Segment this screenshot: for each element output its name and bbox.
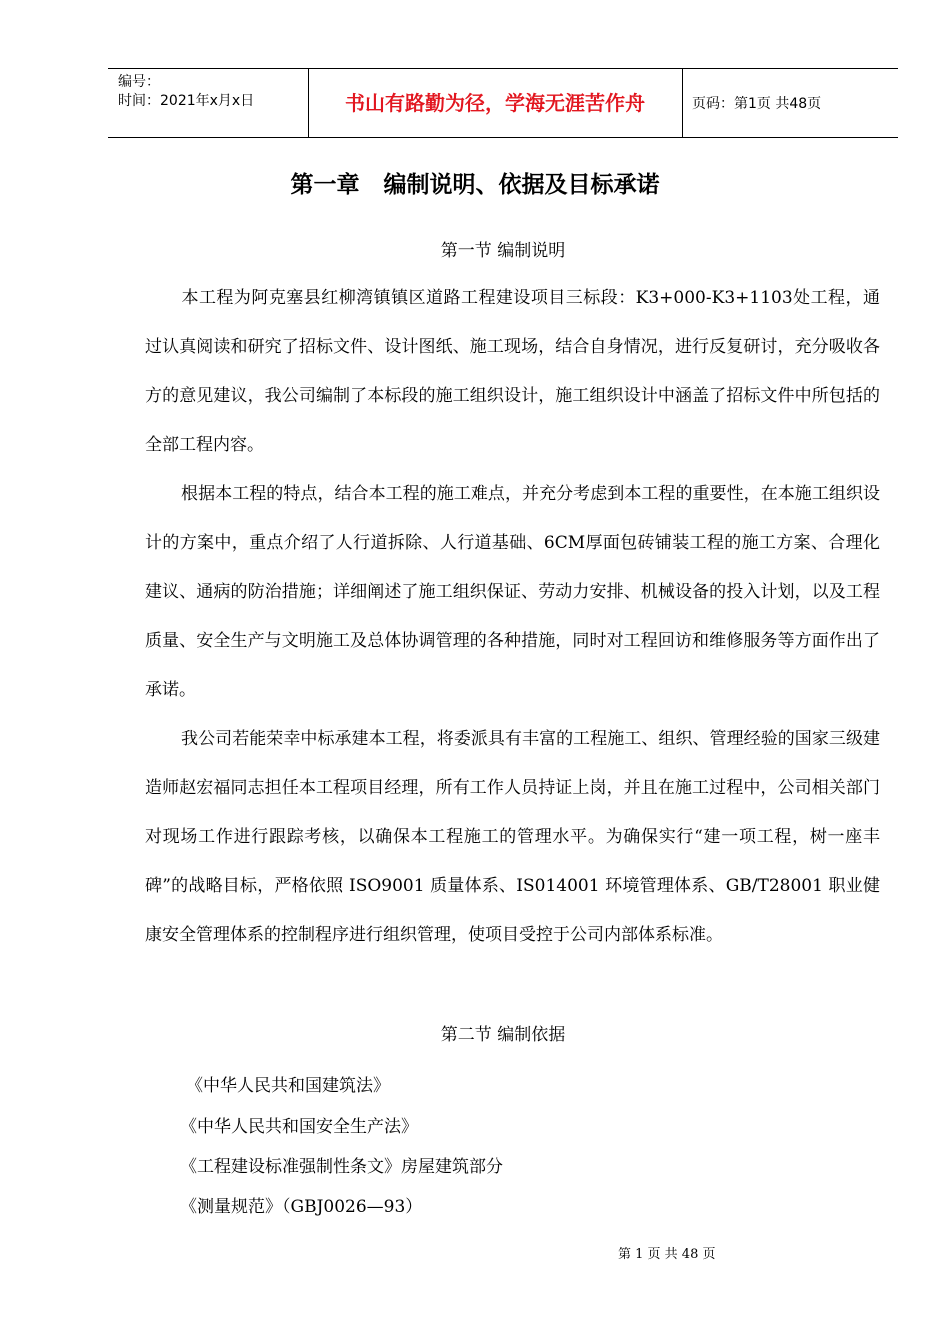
motto: 书山有路勤为径，学海无涯苦作舟 bbox=[345, 91, 645, 115]
header-info-cell bbox=[108, 69, 309, 137]
paragraph-1-text: 本工程为阿克塞县红柳湾镇镇区道路工程建设项目三标段：K3+000-K3+1103处工程，通过认真阅读和研究了招标文件、设计图纸、施工现场，结合自身情况，进行反复研讨，充分吸收各方的意见建议，我公司编制了本标段的施工组织设计，施工组织设计中涵盖了招标文件中所包括的全部工程内容。 bbox=[145, 288, 880, 455]
header-motto-cell bbox=[308, 69, 683, 137]
page-header bbox=[108, 68, 898, 138]
section-title-1: 第一节 编制说明 bbox=[440, 241, 566, 261]
date-label: 时间：2021年x月x日 bbox=[118, 93, 255, 109]
chapter-title: 第一章 编制说明、依据及目标承诺 bbox=[290, 172, 660, 198]
section-title-2: 第二节 编制依据 bbox=[440, 1025, 566, 1045]
reference-item: 《工程建设标准强制性条文》房屋建筑部分 bbox=[180, 1157, 503, 1177]
paragraph-2-text: 根据本工程的特点，结合本工程的施工难点，并充分考虑到本工程的重要性，在本施工组织设计的方案中，重点介绍了人行道拆除、人行道基础、6CM厚面包砖铺装工程的施工方案、合理化建议、通病的防治措施；详细阐述了施工组织保证、劳动力安排、机械设备的投入计划，以及工程质量、安全生产与文明施工及总体协调管理的各种措施，同时对工程回访和维修服务等方面作出了承诺。 bbox=[145, 484, 880, 700]
paragraph-2 bbox=[145, 470, 880, 715]
paragraph-3-text: 我公司若能荣幸中标承建本工程，将委派具有丰富的工程施工、组织、管理经验的国家三级建造师赵宏福同志担任本工程项目经理，所有工作人员持证上岗，并且在施工过程中，公司相关部门对现场工作进行跟踪考核，以确保本工程施工的管理水平。为确保实行“建一项工程，树一座丰碑”的战略目标，严格依照 ISO9001 质量体系、IS014001 环境管理体系、GB/T28001 职业健康安全管理体系的控制程序进行组织管理，使项目受控于公司内部体系标准。 bbox=[145, 729, 880, 945]
doc-number-label: 编号： bbox=[118, 74, 160, 90]
header-page-label: 页码：第1页 共48页 bbox=[692, 96, 822, 112]
reference-item: 《测量规范》（GBJ0026—93） bbox=[180, 1197, 423, 1217]
page-footer: 第 1 页 共 48 页 bbox=[618, 1247, 716, 1262]
reference-item: 《中华人民共和国建筑法》 bbox=[186, 1076, 390, 1096]
header-page-cell bbox=[682, 69, 898, 137]
reference-item: 《中华人民共和国安全生产法》 bbox=[180, 1117, 418, 1137]
paragraph-3 bbox=[145, 715, 880, 960]
paragraph-1 bbox=[145, 274, 880, 470]
